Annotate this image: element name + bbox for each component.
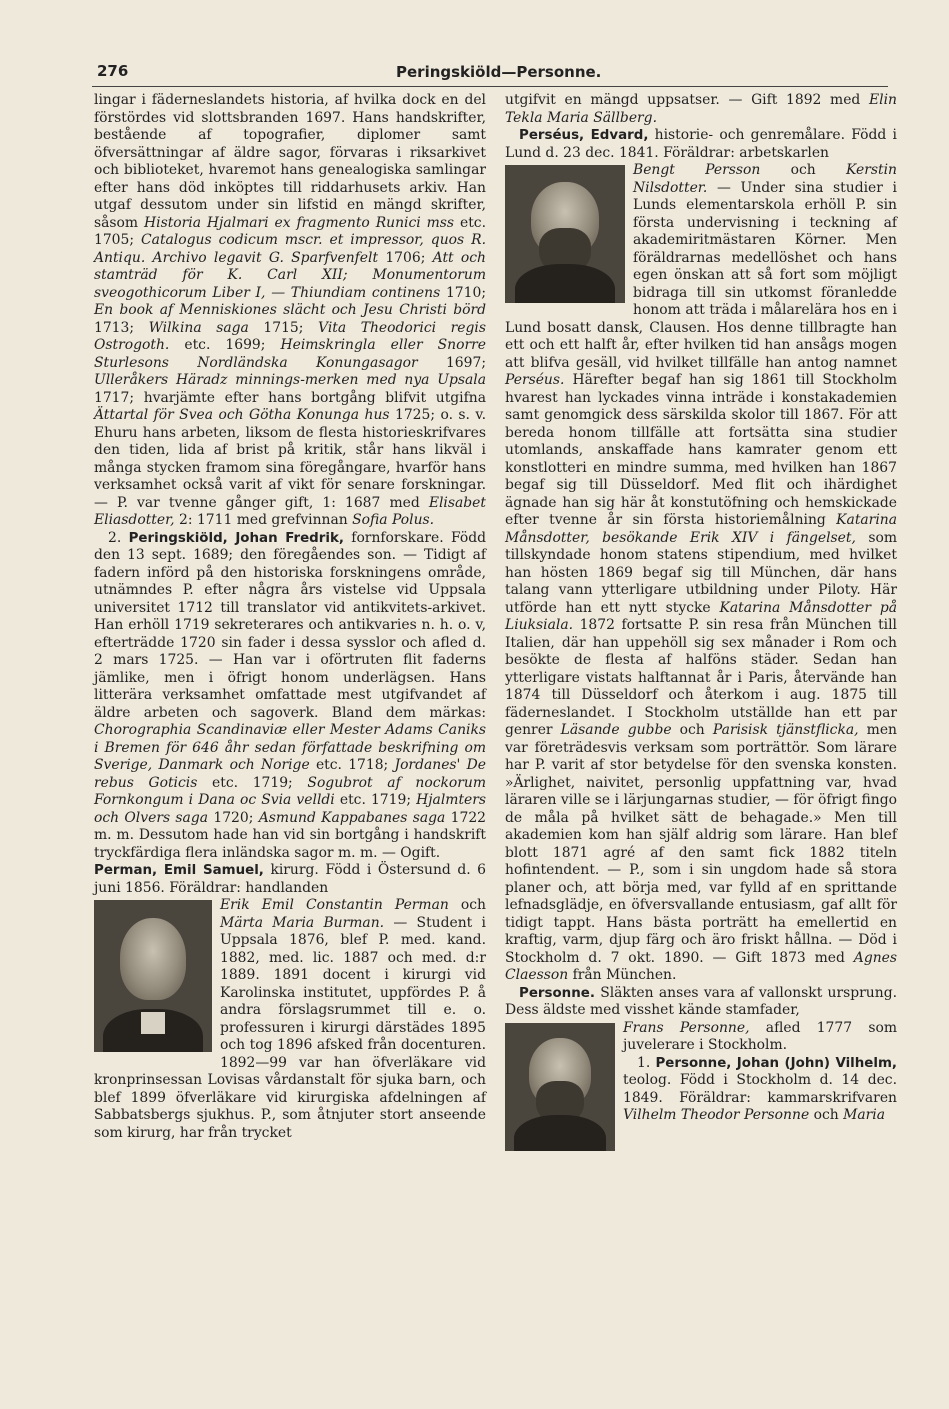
entry-name-peringskiold: Peringskiöld, Johan Fredrik,: [128, 530, 344, 546]
entry-name-perseus: Perséus, Edvard,: [519, 128, 649, 143]
continuation-perman: utgifvit en mängd uppsatser. — Gift 1892 med Elin Tekla Maria Sällberg.: [505, 92, 897, 126]
left-column: [94, 92, 486, 1142]
entry-personne-johan: 1. Personne, Johan (John) Vilhelm, teolog. Född i Stockholm d. 14 dec. 1849. Föräldrar: kammarskrifvaren Vilhelm Theodor Personne och Maria: [623, 1054, 898, 1123]
entry-name-personne: Personne.: [519, 985, 595, 1001]
entry-name-personne-johan: Personne, Johan (John) Vilhelm,: [655, 1055, 898, 1071]
portrait-perseus: [505, 165, 625, 303]
running-title: Peringskiöld—Personne.: [396, 63, 602, 81]
portrait-perman: [94, 900, 212, 1052]
entry-name-perman: Perman, Emil Samuel,: [94, 863, 264, 878]
entry-personne: Personne. Släkten anses vara af vallonskt ursprung. Dess äldste med visshet kände stamfader,: [505, 984, 898, 1018]
entry-perman: Perman, Emil Samuel, kirurg. Född i Östersund d. 6 juni 1856. Föräldrar: handlanden: [94, 862, 486, 896]
header-rule: [92, 86, 888, 87]
page-number: 276: [97, 62, 129, 80]
entry-perman-body: Erik Emil Constantin Perman och Märta Maria Burman. — Student i Uppsala 1876, blef P. med. kand. 1882, med. lic. 1887 och med. d:r 1889. 1891 docent i kirurgi vid Karolinska institutet, uppfördes P. å andra förslagsrummet till e. o. professuren i kirurgi därstädes 1895 och tog 1896 afsked från docenturen. 1892—99 var han öfverläkare vid kronprinsessan Lovisas vårdanstalt för sjuka barn, och blef 1899 öfverläkare vid kirurgiska afdelningen af Sabbatsbergs sjukhus. P., som åtnjuter stort anseende som kirurg, har från trycket: [94, 897, 486, 1141]
entry-perseus: Perséus, Edvard, historie- och genremålare. Född i Lund d. 23 dec. 1841. Föräldrar: arbetskarlen: [505, 127, 897, 161]
entry-peringskiold-johan: 2. Peringskiöld, Johan Fredrik, fornforskare. Född den 13 sept. 1689; den föregåendes son. — Tidigt af fadern införd på den historiska forskningens område, utnämndes P. efter några års vistelse vid Uppsala universitet 1712 till translator vid antikvitets-arkivet. Han erhöll 1719 sekreterares och antikvaries n. h. o. v, efterträdde 1720 sin fader i dessa sysslor och afled d. 2 mars 1725. — Han var i oförtruten flit faderns jämlike, men i öfrigt honom underlägsen. Hans litterära verksamhet omfattade mest utgifvandet af äldre arbeten och sagoverk. Bland dem märkas: Chorographia Scandinaviæ eller Mester Adams Caniks i Bremen för 646 åhr sedan författade beskrifning om Sverige, Danmark och Norige etc. 1718; Jordanes' De rebus Goticis etc. 1719; Sogubrot af nockorum Fornkongum i Dana oc Svia velldi etc. 1719; Hjalmters och Olvers saga 1720; Asmund Kappabanes saga 1722 m. m. Dessutom hade han vid sin bortgång i handskrift tryckfärdiga flera inländska sagor m. m. — Ogift.: [94, 529, 487, 861]
entry-perseus-body: Bengt Persson och Kerstin Nilsdotter. — Under sina studier i Lunds elementarskola erhöll P. sin första undervisning i teckning af akademiritmästaren Körner. Men föräldrarnas medellöshet och hans egen önskan att så fort som möjligt bidraga till sin utkomst föranledde honom att träda i målarelära hos en i Lund bosatt dansk, Clausen. Hos denne tillbragte han ett och ett halft år, efter hvilken tid han ansågs mogen att blifva gesäll, vid hvilket tillfälle han antog namnet Perséus. Härefter begaf han sig 1861 till Stockholm hvarest han lyckades vinna inträde i konstakademien samt genomgick dess särskilda skolor till 1867. För att bereda honom tillfälle att fortsätta sina studier utomlands, anskaffade hans kamrater genom ett konstlotteri en mindre summa, med hvilken han 1867 begaf sig till Düsseldorf. Med flit och ihärdighet ägnade han sig här åt konstutöfning och hemskickade efter tvenne år sin första historiemålning Katarina Månsdotter, besökande Erik XIV i fängelset, som tillskyndade honom statens stipendium, med hvilket han hösten 1869 begaf sig till München, där hans talang vann ytterligare utbildning under Piloty. Här utförde han ett nytt stycke Katarina Månsdotter på Liuksiala. 1872 fortsatte P. sin resa från München till Italien, där han uppehöll sig sex månader i Rom och besökte de flesta af halföns städer. Sedan han ytterligare vistats halftannat år i Paris, återvände han 1874 till Düsseldorf och återkom i aug. 1875 till fäderneslandet. I Stockholm utställde han ett par genrer Läsande gubbe och Parisisk tjänstflicka, men var företrädesvis verksam som porträttör. Som lärare har P. varit af stor betydelse för den svenska konsten. »Ärlighet, naivitet, personlig uppfattning var, hvad läraren ville se i lärjungarnas studier, — för öfrigt fingo de måla på hvilket sätt de behagade.» Men till akademien kom han själf aldrig som lärare. Han blef blott 1871 agré af den samt fick 1882 titeln hofintendent. — P., som i sin ungdom hade så stora planer och, att börja med, var fylld af en sprittande lefnadsglädje, en öfversvallande entusiasm, gaf allt för tidigt tappt. Hans bästa porträtt ha emellertid en kraftig, varm, djup färg och äro friskt hållna. — Död i Stockholm d. 7 okt. 1890. — Gift 1873 med Agnes Claesson från München.: [505, 162, 898, 983]
continuation-paragraph: lingar i fäderneslandets historia, af hvilka dock en del förstördes vid slottsbranden 1697. Hans handskrifter, bestående af topografier, diplomer samt öfversättningar af äldre sagor, förvaras i riksarkivet och biblioteket, hvaremot hans genealogiska samlingar efter hans död inköptes till riddarhusets arkiv. Han utgaf dessutom under sin lifstid en mängd skrifter, såsom Historia Hjalmari ex fragmento Runici mss etc. 1705; Catalogus codicum mscr. et impressor, quos R. Antiqu. Archivo legavit G. Sparfvenfelt 1706; Att och stamträd för K. Carl XII; Monumentorum sveogothicorum Liber I, — Thiundiam continens 1710; En book af Menniskiones slächt och Jesu Christi börd 1713; Wilkina saga 1715; Vita Theodorici regis Ostrogoth. etc. 1699; Heimskringla eller Snorre Sturlesons Nordländska Konungasagor 1697; Ulleråkers Häradz minnings-merken med nya Upsala 1717; hvarjämte efter hans bortgång blifvit utgifna Ättartal för Svea och Götha Konunga hus 1725; o. s. v. Ehuru hans arbeten, liksom de flesta historieskrifvares den tiden, lida af brist på kritik, står hans likväl i många stycken framom sina föregångare, hvarför hans verksamhet också varit af vikt för senare forskningar. — P. var tvenne gånger gift, 1: 1687 med Elisabet Eliasdotter, 2: 1711 med grefvinnan Sofia Polus.: [94, 92, 487, 528]
portrait-personne: [505, 1023, 615, 1151]
right-column: [505, 92, 897, 1154]
entry-personne-body: Frans Personne, afled 1777 som juvelerare i Stockholm.: [505, 1020, 897, 1055]
